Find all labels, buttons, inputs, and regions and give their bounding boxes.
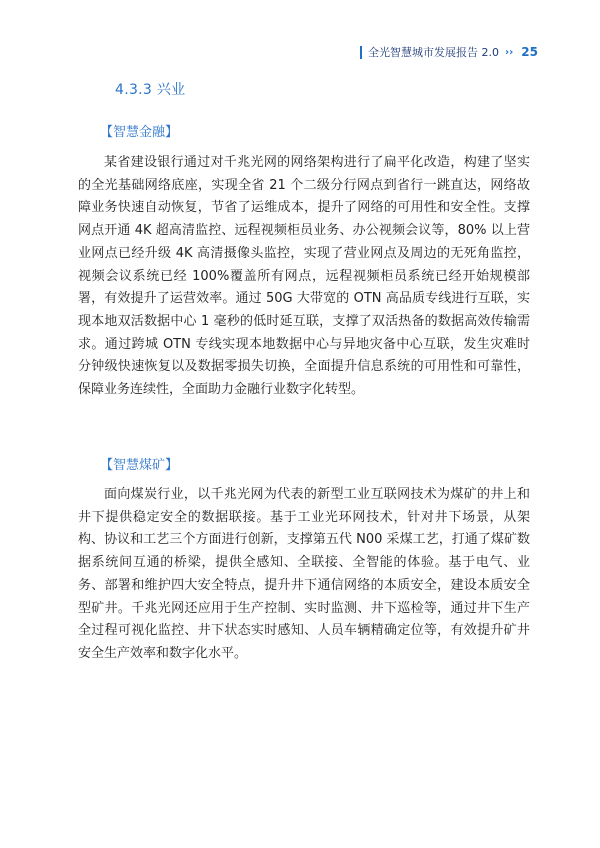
subheading-smart-finance: 【智慧金融】 [100, 125, 179, 140]
running-header [360, 44, 538, 60]
paragraph-smart-coal-mine: 面向煤炭行业，以千兆光网为代表的新型工业互联网技术为煤矿的井上和井下提供稳定安全的数据联接。基于工业光环网技术，针对井下场景，从架构、协议和工艺三个方面进行创新，支撑第五代 N00 采煤工艺，打通了煤矿数据系统间互通的桥梁，提供全感知、全联接、全智能的体验。基于电气、业务、部署和维护四大安全特点，提升井下通信网络的本质安全，建设本质安全型矿井。千兆光网还应用于生产控制、实时监测、井下巡检等，通过井下生产全过程可视化监控、井下状态实时感知、人员车辆精确定位等，有效提升矿井安全生产效率和数字化水平。 [78, 487, 530, 661]
subheading-smart-coal-mine: 【智慧煤矿】 [100, 458, 179, 473]
page-number: 25 [521, 45, 538, 59]
section-title: 4.3.3 兴业 [115, 82, 186, 98]
double-chevron-right-icon: ›› [505, 46, 514, 58]
header-divider-bar [360, 46, 362, 59]
paragraph-smart-finance: 某省建设银行通过对千兆光网的网络架构进行了扁平化改造，构建了坚实的全光基础网络底座，实现全省 21 个二级分行网点到省行一跳直达，网络故障业务快速自动恢复，节省了运维成本，提升了网络的可用性和安全性。支撑网点开通 4K 超高清监控、远程视频柜员业务、办公视频会议等，80% 以上营业网点已经升级 4K 高清摄像头监控，实现了营业网点及周边的无死角监控，视频会议系统已经 100%覆盖所有网点，远程视频柜员系统已经开始规模部署，有效提升了运营效率。通过 50G 大带宽的 OTN 高品质专线进行互联，实现本地双活数据中心 1 毫秒的低时延互联，支撑了双活热备的数据高效传输需求。通过跨城 OTN 专线实现本地数据中心与异地灾备中心互联，发生灾难时分钟级快速恢复以及数据零损失切换，全面提升信息系统的可用性和可靠性，保障业务连续性，全面助力金融行业数字化转型。 [78, 155, 530, 398]
report-title: 全光智慧城市发展报告 2.0 [368, 46, 500, 59]
